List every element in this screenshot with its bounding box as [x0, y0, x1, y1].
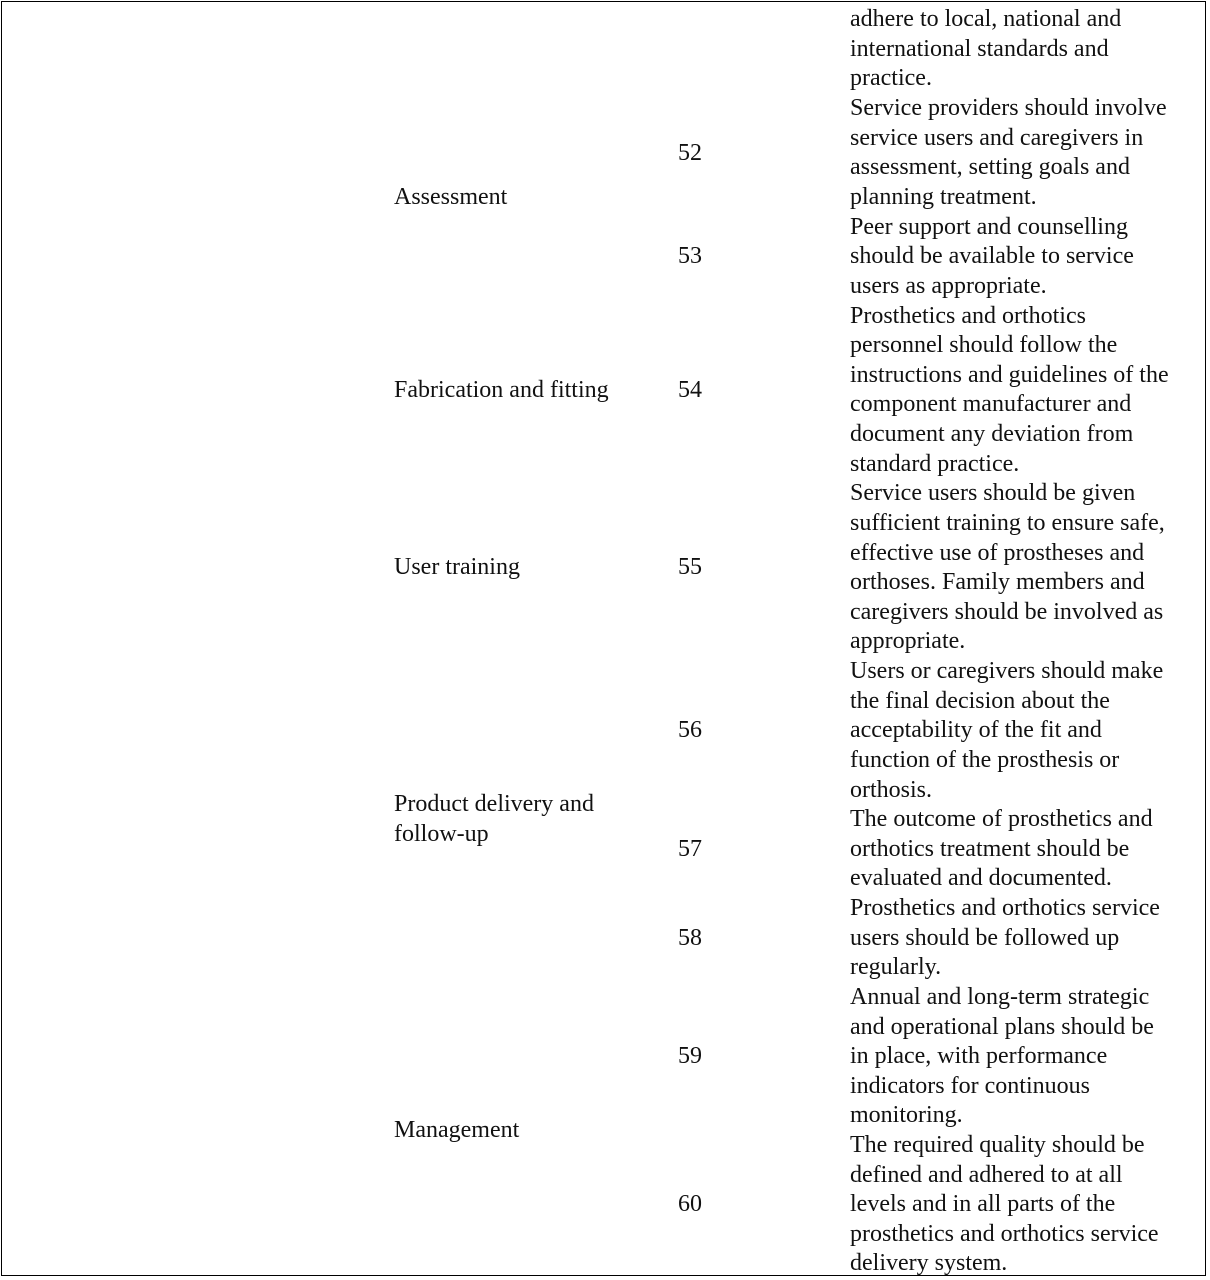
standard-text-line: the final decision about the — [850, 688, 1110, 714]
standard-number: 59 — [678, 1043, 702, 1069]
standard-text-line: levels and in all parts of the — [850, 1191, 1116, 1217]
standard-text-line: assessment, setting goals and — [850, 154, 1130, 180]
standard-text-line: monitoring. — [850, 1102, 963, 1128]
standard-text-line: standard practice. — [850, 451, 1020, 477]
standard-text-line: Service users should be given — [850, 480, 1136, 506]
standard-number: 57 — [678, 836, 702, 862]
standard-text-line: effective use of prostheses and — [850, 540, 1145, 566]
standard-number: 60 — [678, 1191, 702, 1217]
standard-text-line: Peer support and counselling — [850, 214, 1128, 240]
standard-text-line: instructions and guidelines of the — [850, 362, 1169, 388]
standard-number: 52 — [678, 140, 702, 166]
standard-text-line: should be available to service — [850, 243, 1134, 269]
standard-text-line: Users or caregivers should make — [850, 658, 1164, 684]
standard-text-line: users should be followed up — [850, 925, 1120, 951]
standard-text-line: orthoses. Family members and — [850, 569, 1145, 595]
standard-text-line: Prosthetics and orthotics — [850, 303, 1086, 329]
standard-text-line: indicators for continuous — [850, 1073, 1090, 1099]
standard-text-line: regularly. — [850, 954, 942, 980]
standard-text-line: The required quality should be — [850, 1132, 1145, 1158]
category-assessment: Assessment — [394, 184, 508, 210]
standard-number: 53 — [678, 243, 702, 269]
standard-number: 56 — [678, 717, 702, 743]
continued-text-line: practice. — [850, 65, 932, 91]
continued-text-line: adhere to local, national and — [850, 6, 1122, 32]
standard-number: 58 — [678, 925, 702, 951]
standard-text-line: prosthetics and orthotics service — [850, 1221, 1159, 1247]
standard-text-line: The outcome of prosthetics and — [850, 806, 1153, 832]
standard-text-line: defined and adhered to at all — [850, 1162, 1123, 1188]
category-product-delivery: Product delivery and — [394, 791, 594, 817]
category-fabrication-and-fitting: Fabrication and fitting — [394, 377, 609, 403]
standard-text-line: component manufacturer and — [850, 391, 1132, 417]
continued-text-line: international standards and — [850, 36, 1109, 62]
standard-text-line: acceptability of the fit and — [850, 717, 1102, 743]
standard-text-line: Prosthetics and orthotics service — [850, 895, 1160, 921]
category-management: Management — [394, 1117, 520, 1143]
standard-text-line: users as appropriate. — [850, 273, 1047, 299]
standard-text-line: appropriate. — [850, 628, 966, 654]
standard-text-line: Service providers should involve — [850, 95, 1167, 121]
category-user-training: User training — [394, 554, 520, 580]
standard-number: 55 — [678, 554, 702, 580]
standard-text-line: function of the prosthesis or — [850, 747, 1120, 773]
standard-text-line: Annual and long-term strategic — [850, 984, 1150, 1010]
standard-text-line: orthosis. — [850, 777, 933, 803]
standard-text-line: orthotics treatment should be — [850, 836, 1130, 862]
category-product-delivery: follow-up — [394, 821, 489, 847]
standard-number: 54 — [678, 377, 702, 403]
standard-text-line: in place, with performance — [850, 1043, 1108, 1069]
standard-text-line: document any deviation from — [850, 421, 1134, 447]
standard-text-line: and operational plans should be — [850, 1014, 1154, 1040]
standard-text-line: delivery system. — [850, 1250, 1008, 1276]
standard-text-line: personnel should follow the — [850, 332, 1118, 358]
standard-text-line: service users and caregivers in — [850, 125, 1144, 151]
standard-text-line: planning treatment. — [850, 184, 1037, 210]
standard-text-line: caregivers should be involved as — [850, 599, 1164, 625]
standard-text-line: evaluated and documented. — [850, 865, 1112, 891]
table-border — [1, 1, 1206, 1276]
standard-text-line: sufficient training to ensure safe, — [850, 510, 1165, 536]
